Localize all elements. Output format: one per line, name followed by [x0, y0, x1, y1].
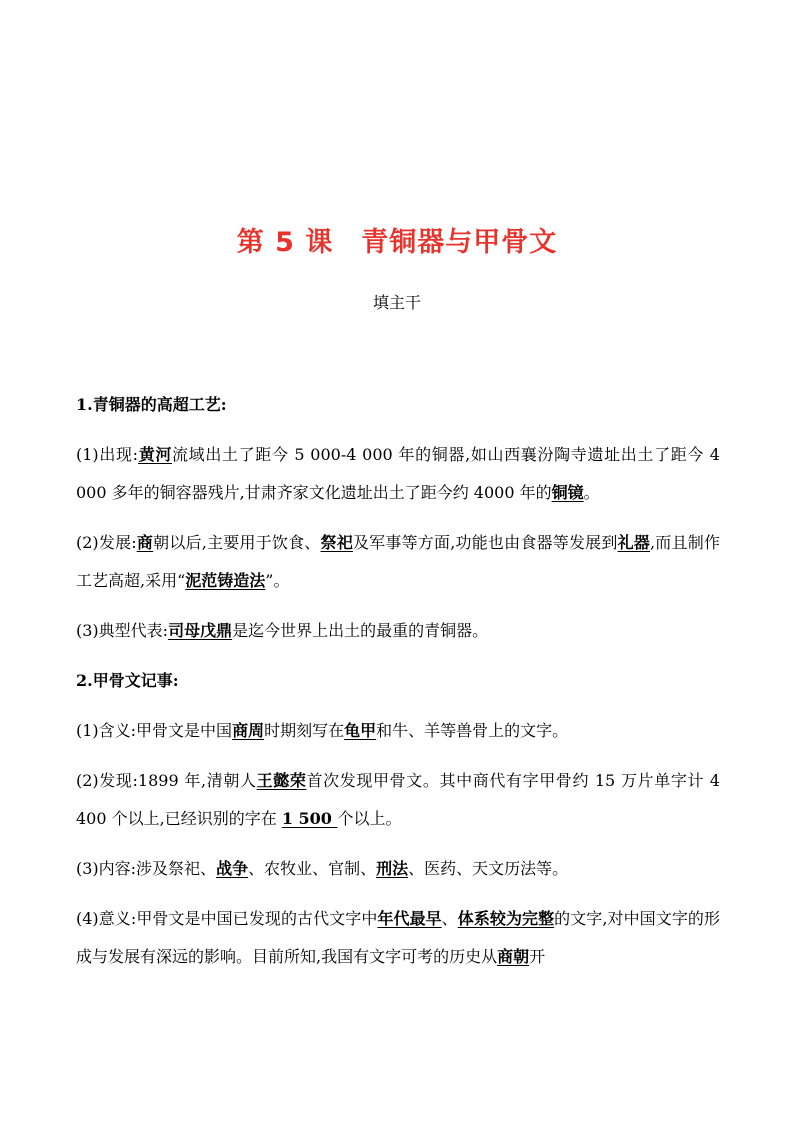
- section-2-heading: 2.甲骨文记事:: [76, 671, 179, 690]
- text: ,而且制作工艺高超,采用“: [76, 533, 720, 590]
- text: 时期刻写在: [264, 721, 345, 740]
- answer-blank: 商周: [232, 721, 265, 740]
- page-subtitle: 填主干: [372, 293, 421, 312]
- answer-blank: 王懿荣: [256, 771, 307, 790]
- answer-blank: 1 500: [281, 809, 338, 828]
- section-2-item-1: [76, 718, 720, 744]
- text: (2)发展:: [76, 533, 137, 552]
- section-1-heading: 1.青铜器的高超工艺:: [76, 395, 227, 414]
- text: 、医药、天文历法等。: [408, 859, 569, 878]
- answer-blank: 祭祀: [320, 533, 353, 552]
- text: 的文字,对中国文字的形成与发展有深远的影响。目前所知,我国有文字可考的历史从: [76, 909, 720, 966]
- text: 、农牧业、官制、: [248, 859, 377, 878]
- answer-blank: 年代最早: [377, 909, 442, 928]
- section-2-item-3: [76, 856, 720, 882]
- answer-blank: 龟甲: [344, 721, 377, 740]
- answer-blank: 司母戊鼎: [168, 621, 233, 640]
- text: (3)内容:涉及祭祀、: [76, 859, 217, 878]
- text: (1)含义:甲骨文是中国: [76, 721, 233, 740]
- answer-blank: 刑法: [376, 859, 409, 878]
- text: 及军事等方面,功能也由食器等发展到: [352, 533, 618, 552]
- answer-blank: 体系较为完整: [457, 909, 555, 928]
- text: 和牛、羊等兽骨上的文字。: [376, 721, 569, 740]
- text: ”。: [265, 571, 290, 590]
- worksheet-content: [76, 392, 720, 994]
- section-2-item-4: [76, 900, 720, 976]
- answer-blank: 泥范铸造法: [185, 571, 266, 590]
- answer-blank: 商: [136, 533, 154, 552]
- section-2-item-2: [76, 762, 720, 838]
- answer-blank: 黄河: [138, 445, 173, 464]
- text: 个以上。: [337, 809, 402, 828]
- text: 。: [583, 483, 600, 502]
- text: (1)出现:: [76, 445, 139, 464]
- section-1-item-2: [76, 524, 720, 600]
- text: 是迄今世界上出土的最重的青铜器。: [232, 621, 489, 640]
- section-1-item-3: [76, 618, 720, 644]
- text: 首次发现甲骨文。其中商代有字甲骨约 15 万片单字计 4 400 个以上,已经识别的字在: [76, 771, 720, 828]
- answer-blank: 礼器: [617, 533, 651, 552]
- text: 流域出土了距今 5 000-4 000 年的铜器,如山西襄汾陶寺遗址出土了距今 4 000 多年的铜容器残片,甘肃齐家文化遗址出土了距今约 4000 年的: [76, 445, 720, 502]
- answer-blank: 商朝: [497, 947, 530, 966]
- text: (2)发现:1899 年,清朝人: [76, 771, 257, 790]
- text: 、: [441, 909, 458, 928]
- text: (3)典型代表:: [76, 621, 169, 640]
- text: (4)意义:甲骨文是中国已发现的古代文字中: [76, 909, 378, 928]
- text: 开: [529, 947, 546, 966]
- text: 朝以后,主要用于饮食、: [153, 533, 321, 552]
- answer-blank: 战争: [216, 859, 249, 878]
- page-title: 第 5 课 青铜器与甲骨文: [236, 227, 558, 258]
- answer-blank: 铜镜: [551, 483, 584, 502]
- section-1-item-1: [76, 436, 720, 512]
